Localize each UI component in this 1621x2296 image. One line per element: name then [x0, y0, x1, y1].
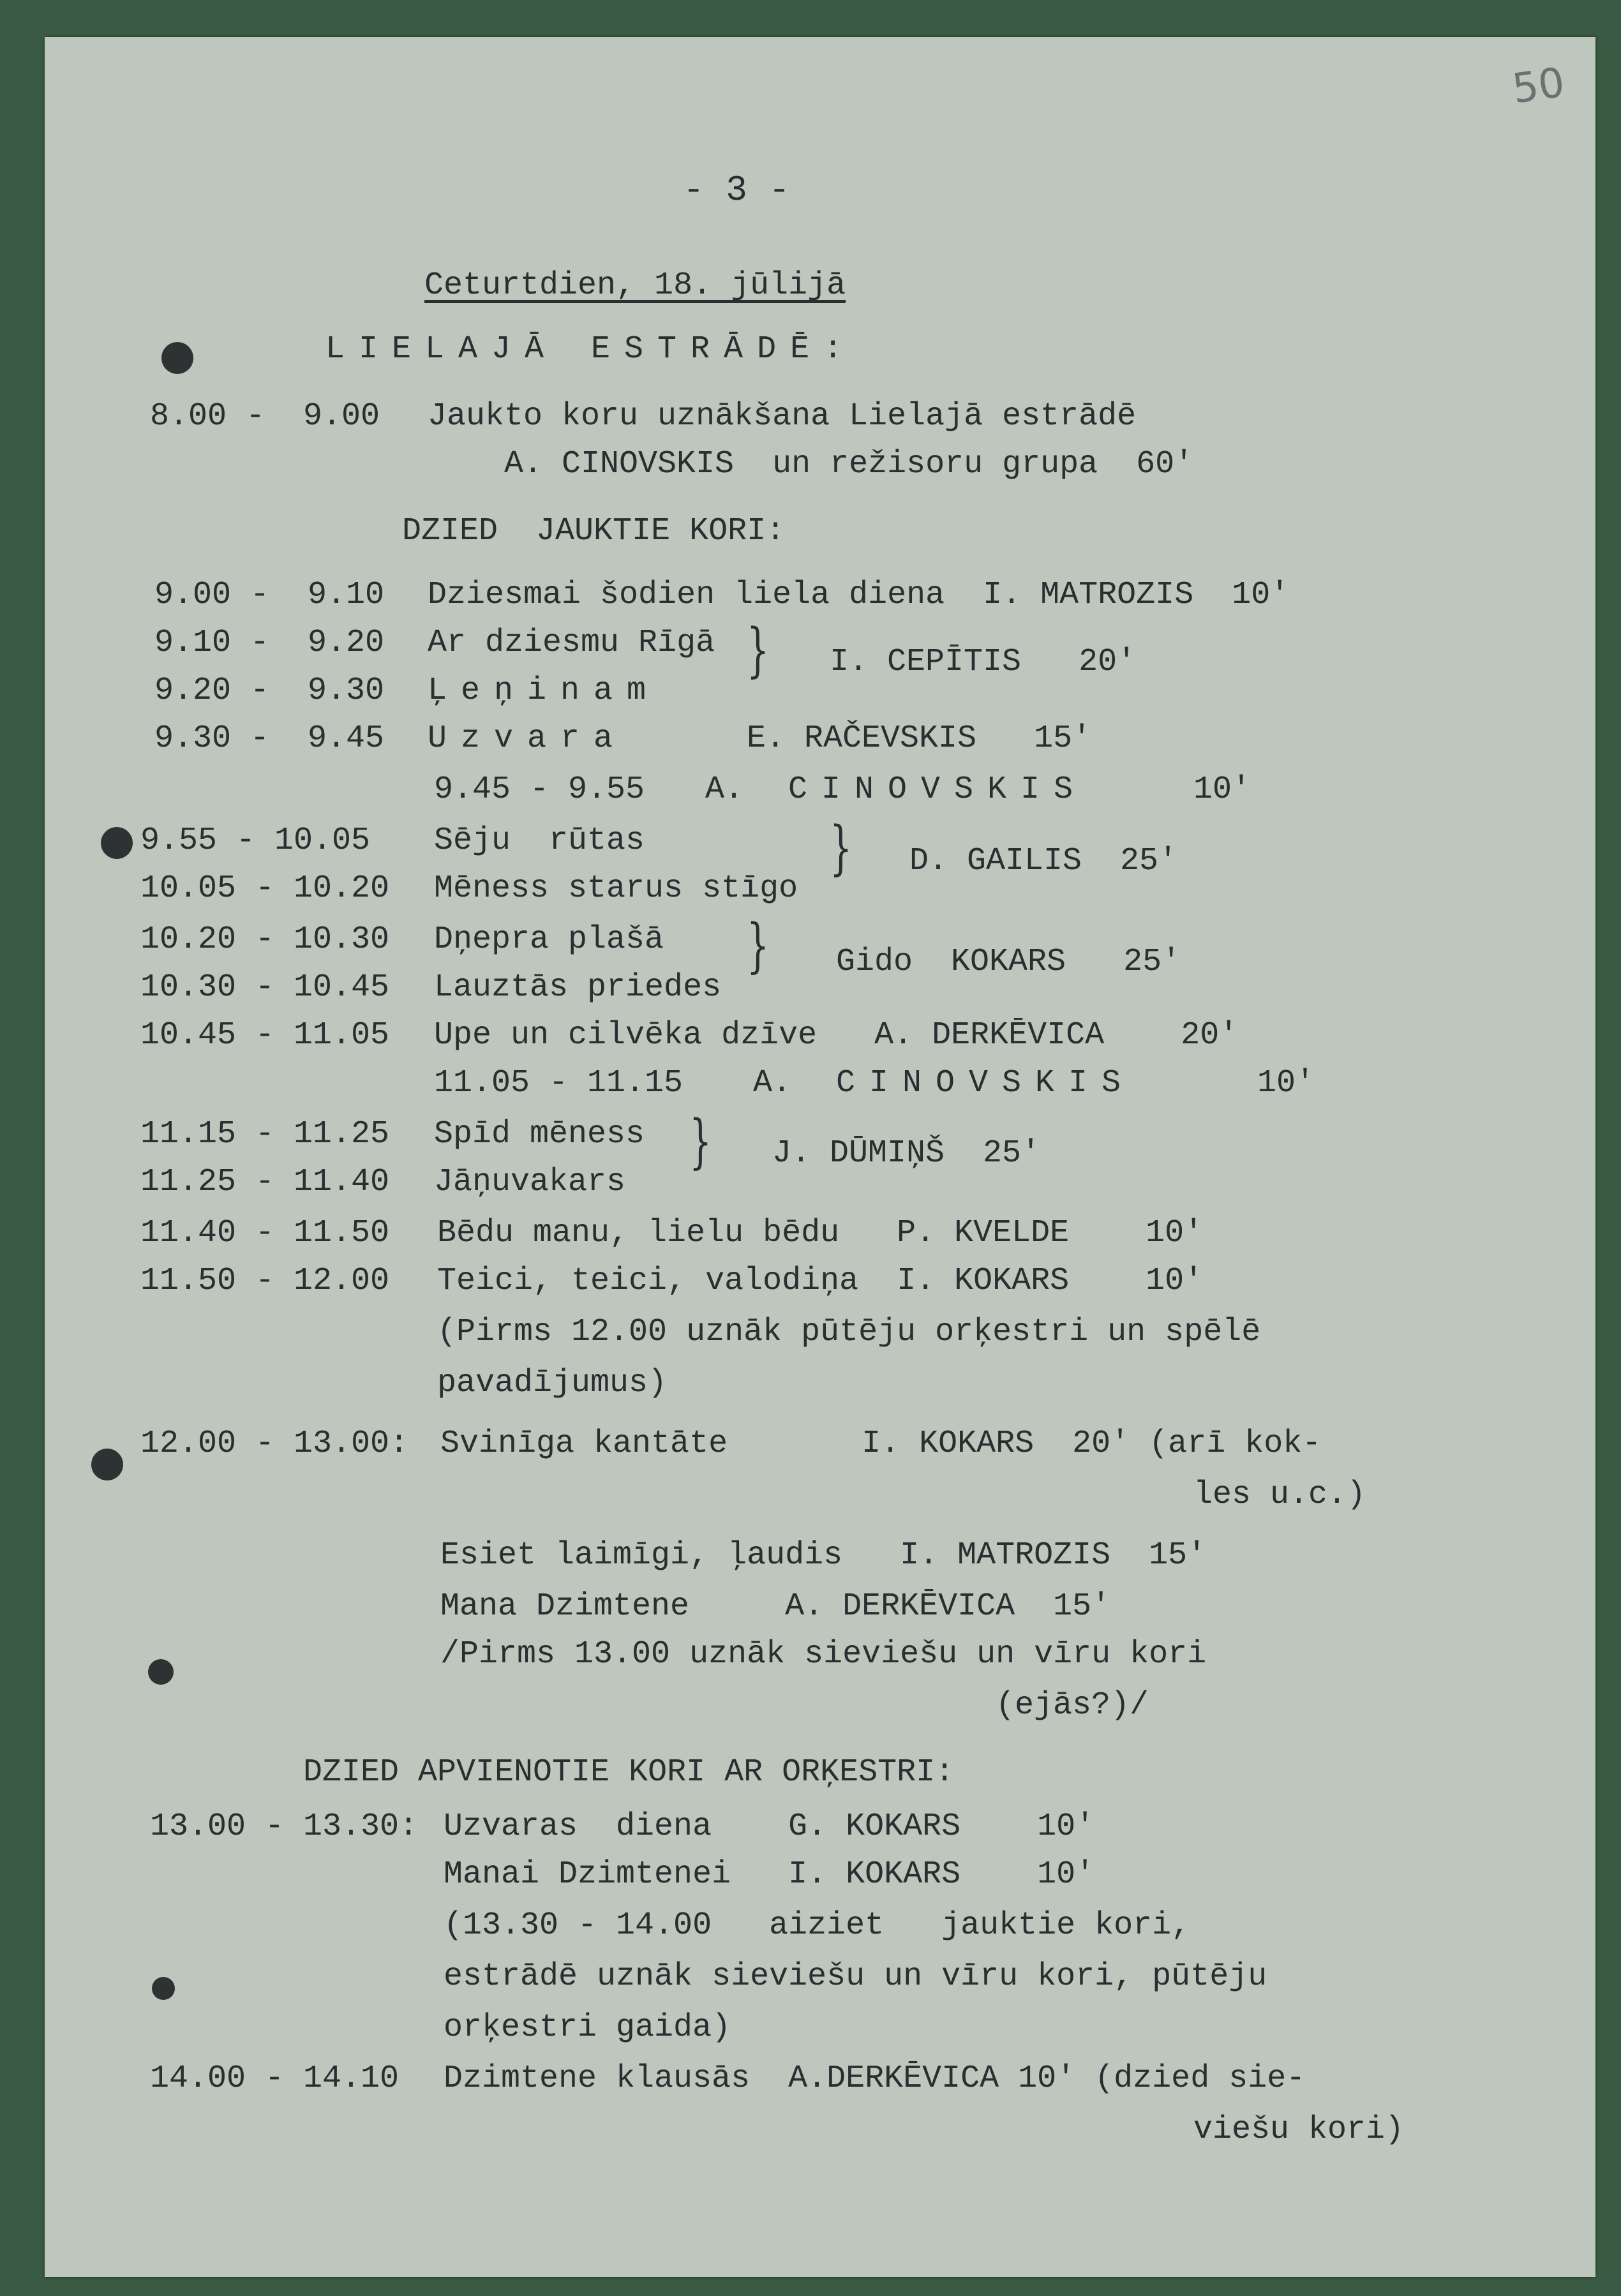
punch-hole: [152, 1977, 175, 2000]
schedule-item: Dziesmai šodien liela diena I. MATROZIS 10': [428, 577, 1290, 613]
schedule-item: Mana Dzimtene A. DERKĒVICA 15': [440, 1588, 1111, 1625]
schedule-item: Svinīga kantāte I. KOKARS 20' (arī kok-: [440, 1426, 1322, 1462]
duration: 10': [1257, 1065, 1315, 1101]
schedule-time: 9.55 - 10.05: [140, 823, 371, 859]
schedule-time: 10.20 - 10.30: [140, 921, 390, 958]
schedule-note: (ejās?)/: [996, 1687, 1149, 1724]
punch-hole: [101, 827, 133, 859]
schedule-time: 12.00 - 13.00:: [140, 1426, 409, 1462]
schedule-item: Ar dziesmu Rīgā: [428, 625, 715, 661]
schedule-time: 11.25 - 11.40: [140, 1164, 390, 1200]
composer: Gido KOKARS 25': [836, 944, 1181, 980]
section-heading: DZIED JAUKTIE KORI:: [402, 513, 786, 549]
punch-hole: [91, 1449, 123, 1480]
brace: }: [689, 1107, 712, 1175]
brace: }: [747, 616, 770, 684]
schedule-item: Manai Dzimtenei I. KOKARS 10': [444, 1856, 1095, 1893]
schedule-item: Sēju rūtas: [434, 823, 645, 859]
schedule-item: 9.45 - 9.55: [434, 772, 645, 808]
schedule-time: 9.30 - 9.45: [154, 720, 385, 757]
schedule-time: 8.00 - 9.00: [150, 398, 380, 435]
schedule-time: 10.05 - 10.20: [140, 870, 390, 907]
composer: E. RAČEVSKIS 15': [747, 720, 1092, 757]
schedule-time: 11.15 - 11.25: [140, 1116, 390, 1152]
composer-initial: A.: [753, 1065, 792, 1101]
composer: CINOVSKIS: [836, 1065, 1135, 1101]
schedule-note: estrādē uznāk sieviešu un vīru kori, pūtēju: [444, 1958, 1267, 1995]
schedule-item: Jaukto koru uznākšana Lielajā estrādē: [428, 398, 1137, 435]
section-heading: DZIED APVIENOTIE KORI AR ORĶESTRI:: [303, 1754, 955, 1791]
schedule-item: Esiet laimīgi, ļaudis I. MATROZIS 15': [440, 1537, 1207, 1574]
schedule-note: /Pirms 13.00 uznāk sieviešu un vīru kori: [440, 1636, 1207, 1673]
schedule-item: Lauztās priedes: [434, 969, 722, 1006]
schedule-note: pavadījumus): [437, 1365, 668, 1401]
schedule-item: Upe un cilvēka dzīve A. DERKĒVICA 20': [434, 1017, 1239, 1054]
schedule-time: 9.00 - 9.10: [154, 577, 385, 613]
punch-hole: [148, 1659, 174, 1685]
schedule-time: 13.00 - 13.30:: [150, 1808, 419, 1845]
corner-page-number: 50: [1509, 59, 1568, 114]
duration: 10': [1193, 772, 1251, 808]
schedule-item: Uzvara: [428, 720, 627, 757]
punch-hole: [161, 342, 193, 374]
composer: I. CEPĪTIS 20': [830, 644, 1137, 680]
schedule-note: viešu kori): [1193, 2112, 1405, 2148]
schedule-item: Mēness starus stīgo: [434, 870, 798, 907]
page-number: - 3 -: [683, 170, 791, 211]
schedule-time: 10.30 - 10.45: [140, 969, 390, 1006]
schedule-time: 11.50 - 12.00: [140, 1263, 390, 1299]
schedule-item: Ļeņinam: [428, 673, 661, 709]
composer: D. GAILIS 25': [909, 843, 1178, 879]
schedule-item: Uzvaras diena G. KOKARS 10': [444, 1808, 1095, 1845]
composer-initial: A.: [705, 772, 744, 808]
schedule-item: Dzimtene klausās A.DERKĒVICA 10' (dzied sie-: [444, 2061, 1306, 2097]
brace: }: [747, 911, 770, 980]
schedule-time: 14.00 - 14.10: [150, 2061, 400, 2097]
schedule-item: Jāņuvakars: [434, 1164, 626, 1200]
schedule-note: orķestri gaida): [444, 2009, 731, 2046]
venue-heading: LIELAJĀ ESTRĀDĒ:: [325, 331, 857, 368]
schedule-item: Spīd mēness: [434, 1116, 645, 1152]
schedule-item: Dņepra plašā: [434, 921, 664, 958]
composer: CINOVSKIS: [788, 772, 1087, 808]
date-heading: Ceturtdien, 18. jūlijā: [424, 267, 846, 304]
schedule-item: A. CINOVSKIS un režisoru grupa 60': [504, 446, 1194, 482]
schedule-time: 11.40 - 11.50: [140, 1215, 390, 1251]
schedule-note: les u.c.): [1193, 1477, 1366, 1513]
brace: }: [830, 814, 853, 882]
document-page: [45, 37, 1595, 2277]
schedule-time: 9.10 - 9.20: [154, 625, 385, 661]
schedule-item: Teici, teici, valodiņa I. KOKARS 10': [437, 1263, 1204, 1299]
schedule-item: Bēdu manu, lielu bēdu P. KVELDE 10': [437, 1215, 1204, 1251]
schedule-item: 11.05 - 11.15: [434, 1065, 684, 1101]
schedule-time: 9.20 - 9.30: [154, 673, 385, 709]
schedule-note: (13.30 - 14.00 aiziet jauktie kori,: [444, 1907, 1191, 1944]
schedule-time: 10.45 - 11.05: [140, 1017, 390, 1054]
schedule-note: (Pirms 12.00 uznāk pūtēju orķestri un spēlē: [437, 1314, 1261, 1350]
composer: J. DŪMIŅŠ 25': [772, 1135, 1041, 1172]
